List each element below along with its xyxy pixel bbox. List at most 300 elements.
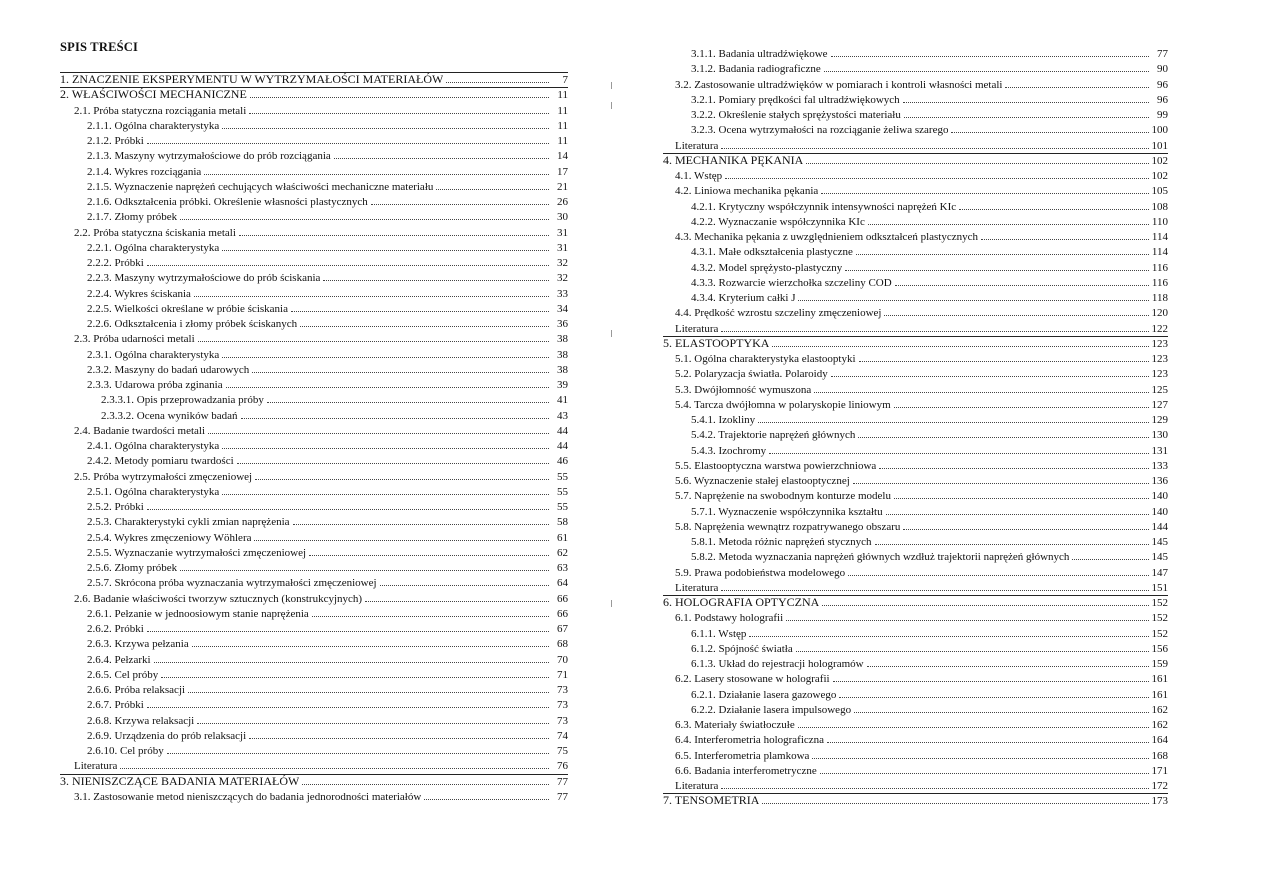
toc-entry-title: 6. HOLOGRAFIA OPTYCZNA [663,596,820,609]
toc-dot-leader [824,62,1149,72]
toc-dot-leader [293,515,549,525]
toc-entry-title: 2.2.1. Ogólna charakterystyka [87,241,220,254]
toc-entry-title: 4.2.2. Wyznaczanie współczynnika KIc [691,215,865,228]
toc-entry[interactable] [691,413,1168,427]
toc-entry-page: 161 [1151,688,1168,701]
toc-dot-leader [839,688,1148,698]
toc-entry[interactable] [87,256,568,270]
toc-entry[interactable] [74,470,568,484]
toc-entry-page: 129 [1151,414,1168,426]
toc-entry-title: 6.6. Badania interferometryczne [675,764,817,777]
toc-entry-title: 4.3.3. Rozwarcie wierzchołka szczeliny COD [691,276,892,289]
toc-dot-leader [147,134,549,144]
toc-entry[interactable] [691,93,1168,107]
toc-entry[interactable] [74,332,568,346]
toc-entry-page: 102 [1151,170,1168,182]
toc-entry[interactable] [60,775,568,789]
toc-entry-title: 2.1.3. Maszyny wytrzymałościowe do prób rozciągania [87,150,331,163]
toc-entry-page: 64 [557,577,568,590]
toc-entry-title: 2.4.2. Metody pomiaru twardości [87,455,234,468]
toc-entry-title: 5.2. Polaryzacja światła. Polaroidy [675,368,828,381]
toc-entry-title: 4.2.1. Krytyczny współczynnik intensywności naprężeń KIc [691,200,957,213]
toc-entry[interactable] [691,215,1168,229]
toc-entry-title: 5. ELASTOOPTYKA [663,336,770,350]
toc-dot-leader [446,73,549,83]
toc-entry[interactable] [663,596,1168,610]
toc-entry-title: 5.8.2. Metoda wyznaczania naprężeń głównych wzdłuż trajektorii naprężeń głównych [691,551,1070,564]
toc-entry-title: 5.1. Ogólna charakterystyka elastooptyki [675,353,856,365]
toc-entry[interactable] [691,245,1168,259]
toc-entry-page: 66 [557,607,568,620]
toc-entry-page: 41 [557,394,568,407]
toc-dot-leader [250,88,549,98]
toc-dot-leader [222,119,549,129]
toc-entry-page: 152 [1151,597,1168,609]
toc-dot-leader [879,459,1148,469]
toc-entry[interactable] [87,454,568,468]
toc-entry-page: 159 [1151,658,1168,670]
toc-entry[interactable] [87,134,568,148]
toc-entry[interactable] [87,271,568,285]
toc-dot-leader [796,642,1149,652]
toc-dot-leader [786,611,1148,621]
toc-entry[interactable] [87,683,568,697]
toc-entry[interactable] [87,653,568,667]
toc-entry[interactable] [87,180,568,194]
toc-entry[interactable] [675,566,1168,580]
toc-dot-leader [436,180,549,190]
toc-entry-title: 5.7.1. Wyznaczenie współczynnika kształtu [691,505,883,518]
toc-entry-title: 2.2.4. Wykres ściskania [87,287,191,300]
toc-entry[interactable] [675,383,1168,397]
toc-dot-leader [827,733,1148,743]
toc-entry-page: 161 [1151,673,1168,686]
toc-dot-leader [721,581,1148,591]
toc-entry-title: 2.5.4. Wykres zmęczeniowy Wöhlera [87,531,252,544]
toc-entry[interactable] [675,322,1168,336]
toc-entry-page: 114 [1151,246,1168,259]
toc-entry-title: 5.7. Naprężenie na swobodnym konturze modelu [675,490,891,503]
toc-entry[interactable] [675,398,1168,412]
toc-entry-title: 6.1.3. Układ do rejestracji hologramów [691,658,864,670]
toc-dot-leader [903,93,1149,103]
toc-entry-title: 2.1.1. Ogólna charakterystyka [87,119,220,132]
toc-entry-page: 144 [1151,520,1168,533]
toc-entry-page: 120 [1151,307,1168,320]
toc-dot-leader [769,444,1148,454]
toc-entry-page: 101 [1151,139,1168,152]
toc-dot-leader [894,489,1149,499]
toc-entry-page: 55 [557,470,568,483]
toc-entry-title: 5.8.1. Metoda różnic naprężeń stycznych [691,536,872,548]
toc-dot-leader [981,230,1149,240]
toc-entry-page: 73 [557,684,568,696]
toc-entry[interactable] [74,424,568,438]
toc-entry-page: 164 [1151,734,1168,747]
toc-entry[interactable] [87,500,568,514]
toc-dot-leader [147,256,549,266]
toc-entry[interactable] [87,149,568,163]
toc-entry-page: 38 [557,348,568,361]
toc-entry-title: 2.6.3. Krzywa pełzania [87,638,189,651]
toc-entry-title: 2.4.1. Ogólna charakterystyka [87,440,220,452]
toc-dot-leader [959,200,1148,210]
toc-entry-page: 73 [557,714,568,727]
toc-entry-page: 123 [1151,368,1168,381]
toc-entry[interactable] [74,759,568,773]
toc-entry-page: 26 [557,196,568,208]
toc-dot-leader [1005,78,1149,88]
toc-dot-leader [895,276,1149,286]
toc-entry[interactable] [87,729,568,743]
toc-dot-leader [798,291,1148,301]
toc-entry-page: 123 [1151,353,1168,365]
toc-entry-title: 6.1.2. Spójność światła [691,642,793,655]
toc-entry-title: 5.3. Dwójłomność wymuszona [675,383,812,396]
toc-entry[interactable] [691,47,1168,61]
toc-entry-title: 6.3. Materiały światłoczułe [675,719,795,731]
toc-entry-title: 3. NIENISZCZĄCE BADANIA MATERIAŁÓW [60,774,300,788]
toc-entry[interactable] [675,489,1168,503]
toc-entry-title: 2.2.6. Odkształcenia i złomy próbek ściskanych [87,318,298,330]
toc-entry-page: 76 [557,760,568,773]
toc-entry-title: 2.1.2. Próbki [87,135,144,147]
toc-entry-title: 4.3.2. Model sprężysto-plastyczny [691,261,843,274]
toc-entry[interactable] [675,459,1168,473]
toc-entry-page: 114 [1151,231,1168,243]
toc-entry[interactable] [691,642,1168,656]
toc-entry[interactable] [691,688,1168,702]
chapter-rule [60,72,568,73]
toc-entry-title: 2.5.2. Próbki [87,501,144,513]
toc-entry[interactable] [87,714,568,728]
toc-entry-page: 68 [557,638,568,651]
toc-entry-page: 17 [557,165,568,178]
toc-entry[interactable] [675,672,1168,686]
toc-entry-page: 133 [1151,459,1168,472]
toc-entry-page: 151 [1151,581,1168,594]
toc-entry[interactable] [675,169,1168,183]
toc-entry-title: 2.6.5. Cel próby [87,668,159,681]
toc-dot-leader [820,764,1149,774]
toc-dot-leader [312,607,549,617]
toc-entry[interactable] [675,611,1168,625]
toc-entry[interactable] [87,485,568,499]
toc-entry[interactable] [60,88,568,102]
toc-entry[interactable] [87,348,568,362]
toc-dot-leader [249,729,549,739]
toc-entry-title: 5.4. Tarcza dwójłomna w polaryskopie liniowym [675,398,891,411]
toc-entry-page: 130 [1151,429,1168,442]
toc-dot-leader [249,104,549,114]
toc-entry[interactable] [675,367,1168,381]
toc-entry[interactable] [675,474,1168,488]
toc-entry[interactable] [675,520,1168,534]
toc-entry[interactable] [87,622,568,636]
toc-entry[interactable] [87,119,568,133]
toc-entry-title: 2.1. Próba statyczna rozciągania metali [74,104,247,117]
toc-dot-leader [222,348,549,358]
toc-dot-leader [120,759,549,769]
toc-entry-title: 2.2. Próba statyczna ściskania metali [74,226,236,239]
toc-entry-title: 4.4. Prędkość wzrostu szczeliny zmęczeniowej [675,307,882,320]
toc-entry-page: 55 [557,485,568,498]
toc-entry[interactable] [663,337,1168,351]
toc-entry[interactable] [675,764,1168,778]
toc-entry-title: 3.1.1. Badania ultradźwiękowe [691,48,828,60]
toc-entry[interactable] [87,439,568,453]
toc-entry[interactable] [87,531,568,545]
toc-entry-page: 100 [1151,124,1168,137]
toc-entry[interactable] [691,444,1168,458]
toc-entry[interactable] [691,276,1168,290]
toc-dot-leader [188,683,549,693]
toc-entry-title: 2.3.3. Udarowa próba zginania [87,379,223,391]
toc-entry-page: 105 [1151,185,1168,198]
toc-entry[interactable] [87,744,568,758]
toc-dot-leader [291,302,549,312]
toc-entry-title: 3.2. Zastosowanie ultradźwięków w pomiarach i kontroli własności metali [675,78,1003,91]
toc-entry[interactable] [691,703,1168,717]
toc-entry[interactable] [663,794,1168,808]
toc-entry-page: 14 [557,150,568,163]
toc-entry[interactable] [87,546,568,560]
toc-entry[interactable] [691,261,1168,275]
toc-entry[interactable] [87,576,568,590]
toc-entry[interactable] [691,62,1168,76]
toc-dot-leader [845,261,1149,271]
toc-dot-leader [859,352,1149,362]
toc-entry[interactable] [87,637,568,651]
toc-entry-page: 145 [1151,536,1168,548]
toc-entry-page: 162 [1151,719,1168,731]
toc-entry-page: 140 [1151,505,1168,518]
toc-entry-title: 2.1.6. Odkształcenia próbki. Określenie własności plastycznych [87,196,368,208]
toc-entry-page: 127 [1151,398,1168,411]
toc-entry-page: 123 [1151,337,1168,350]
toc-entry-page: 55 [557,501,568,513]
toc-entry[interactable] [87,317,568,331]
toc-entry-page: 61 [557,531,568,544]
toc-entry[interactable] [87,668,568,682]
toc-dot-leader [239,226,549,236]
toc-entry-title: 6.2. Lasery stosowane w holografii [675,673,830,686]
toc-entry[interactable] [74,104,568,118]
toc-dot-leader [798,718,1149,728]
toc-entry-title: 2.3.1. Ogólna charakterystyka [87,348,220,361]
toc-entry[interactable] [675,581,1168,595]
toc-entry-page: 99 [1157,109,1168,121]
toc-entry[interactable] [87,561,568,575]
toc-entry[interactable] [87,195,568,209]
toc-entry-page: 32 [557,257,568,269]
toc-entry-page: 125 [1151,383,1168,396]
toc-entry-page: 62 [557,546,568,559]
toc-entry[interactable] [691,535,1168,549]
toc-dot-leader [1072,550,1148,560]
toc-entry[interactable] [87,302,568,316]
toc-entry[interactable] [691,428,1168,442]
toc-entry-title: 4.1. Wstęp [675,170,723,182]
toc-entry-title: 4.3. Mechanika pękania z uwzględnieniem odkształceń plastycznych [675,231,978,243]
toc-entry-title: 2.5.6. Złomy próbek [87,562,178,574]
toc-entry[interactable] [675,184,1168,198]
toc-entry-page: 71 [557,668,568,681]
toc-entry[interactable] [74,790,568,804]
toc-entry-page: 70 [557,653,568,666]
toc-dot-leader [951,123,1148,133]
toc-entry[interactable] [691,505,1168,519]
toc-entry[interactable] [691,108,1168,122]
toc-entry[interactable] [87,378,568,392]
toc-entry[interactable] [87,363,568,377]
toc-dot-leader [147,622,549,632]
toc-entry-title: 2.5.7. Skrócona próba wyznaczania wytrzymałości zmęczeniowej [87,577,377,590]
toc-entry[interactable] [691,627,1168,641]
toc-heading: SPIS TREŚCI [60,40,139,54]
toc-entry[interactable] [663,154,1168,168]
toc-entry[interactable] [675,733,1168,747]
toc-entry-title: Literatura [675,322,719,335]
toc-entry[interactable] [87,210,568,224]
toc-entry[interactable] [101,393,568,407]
toc-entry[interactable] [691,123,1168,137]
toc-entry-title: 3.1. Zastosowanie metod nieniszczących do badania jednorodności materiałów [74,790,422,803]
toc-entry[interactable] [87,515,568,529]
toc-entry[interactable] [691,550,1168,564]
toc-entry-title: Literatura [675,139,719,152]
toc-entry[interactable] [74,226,568,240]
toc-entry-title: 5.8. Naprężenia wewnątrz rozpatrywanego obszaru [675,520,901,533]
toc-entry[interactable] [691,291,1168,305]
toc-entry-page: 66 [557,592,568,605]
toc-entry-title: 6.2.2. Działanie lasera impulsowego [691,703,852,716]
toc-entry-title: 2.6.6. Próba relaksacji [87,684,186,696]
toc-dot-leader [749,627,1148,637]
toc-entry-title: 2.5.3. Charakterystyki cykli zmian naprężenia [87,516,290,529]
toc-entry-page: 173 [1151,795,1168,808]
toc-entry-page: 7 [562,74,568,86]
toc-entry-title: 1. ZNACZENIE EKSPERYMENTU W WYTRZYMAŁOŚCI MATERIAŁÓW [60,73,444,86]
toc-entry[interactable] [87,607,568,621]
scan-mark [611,82,612,89]
toc-entry[interactable] [675,352,1168,366]
toc-entry-page: 77 [1157,48,1168,60]
toc-entry-title: 4.3.4. Kryterium całki J [691,292,796,304]
toc-entry[interactable] [691,657,1168,671]
toc-entry-page: 38 [557,333,568,346]
toc-entry-page: 31 [557,241,568,254]
toc-entry-page: 90 [1157,63,1168,76]
toc-entry[interactable] [675,230,1168,244]
toc-entry-title: 2.5.1. Ogólna charakterystyka [87,485,220,498]
toc-dot-leader [903,520,1148,530]
toc-entry-title: 2.6.4. Pełzarki [87,653,151,666]
toc-dot-leader [886,505,1149,515]
toc-entry-title: 3.1.2. Badania radiograficzne [691,63,821,76]
toc-entry-page: 131 [1151,444,1168,457]
toc-dot-leader [884,306,1148,316]
toc-entry-page: 116 [1151,276,1168,289]
toc-dot-leader [821,184,1148,194]
toc-entry-title: 2.3. Próba udarności metali [74,333,195,346]
toc-entry[interactable] [101,409,568,423]
toc-dot-leader [904,108,1149,118]
toc-entry[interactable] [87,698,568,712]
toc-entry-title: 5.4.1. Izokliny [691,414,756,426]
toc-dot-leader [380,576,549,586]
chapter-rule [60,774,568,775]
toc-entry-title: 5.5. Elastooptyczna warstwa powierzchniowa [675,459,877,472]
toc-dot-leader [147,698,549,708]
toc-entry[interactable] [675,779,1168,793]
toc-entry-title: 6.2.1. Działanie lasera gazowego [691,688,837,701]
toc-entry[interactable] [74,592,568,606]
toc-entry[interactable] [675,718,1168,732]
toc-entry[interactable] [87,241,568,255]
toc-entry-page: 38 [557,363,568,376]
toc-entry-title: 2.6.2. Próbki [87,623,144,635]
toc-entry[interactable] [87,165,568,179]
toc-entry-page: 152 [1151,627,1168,640]
toc-entry[interactable] [675,749,1168,763]
toc-entry-page: 156 [1151,642,1168,655]
toc-entry-page: 74 [557,729,568,742]
toc-dot-leader [197,714,549,724]
toc-dot-leader [822,596,1148,606]
toc-entry[interactable] [60,73,568,87]
toc-entry-title: 2.4. Badanie twardości metali [74,424,206,437]
toc-entry-title: 6.1.1. Wstęp [691,627,747,640]
toc-entry-page: 63 [557,562,568,574]
toc-dot-leader [424,790,549,800]
toc-dot-leader [858,428,1148,438]
toc-dot-leader [180,561,549,571]
toc-dot-leader [192,637,549,647]
toc-entry[interactable] [675,78,1168,92]
toc-entry-page: 43 [557,409,568,422]
toc-entry-page: 77 [557,775,568,788]
toc-entry-page: 152 [1151,612,1168,625]
toc-entry-page: 110 [1151,215,1168,228]
toc-dot-leader [254,531,549,541]
toc-entry-page: 58 [557,516,568,529]
toc-entry[interactable] [675,306,1168,320]
toc-entry[interactable] [87,287,568,301]
toc-entry-title: 5.4.2. Trajektorie naprężeń głównych [691,429,856,442]
toc-dot-leader [371,195,549,205]
toc-entry[interactable] [675,139,1168,153]
toc-dot-leader [208,424,549,434]
toc-entry-title: 2.3.2. Maszyny do badań udarowych [87,363,250,376]
toc-entry-title: 7. TENSOMETRIA [663,794,760,808]
toc-entry[interactable] [691,200,1168,214]
toc-entry-page: 73 [557,699,568,712]
toc-entry-title: 2. WŁAŚCIWOŚCI MECHANICZNE [60,88,247,102]
toc-dot-leader [875,535,1149,545]
toc-dot-leader [222,485,549,495]
toc-entry-page: 30 [557,211,568,224]
toc-entry-page: 172 [1151,780,1168,792]
toc-entry-page: 44 [557,424,568,437]
toc-dot-leader [309,546,549,556]
toc-entry-page: 34 [557,302,568,315]
toc-dot-leader [772,337,1148,347]
toc-dot-leader [721,139,1148,149]
toc-entry-page: 171 [1151,764,1168,777]
toc-dot-leader [161,668,549,678]
toc-dot-leader [204,165,549,175]
